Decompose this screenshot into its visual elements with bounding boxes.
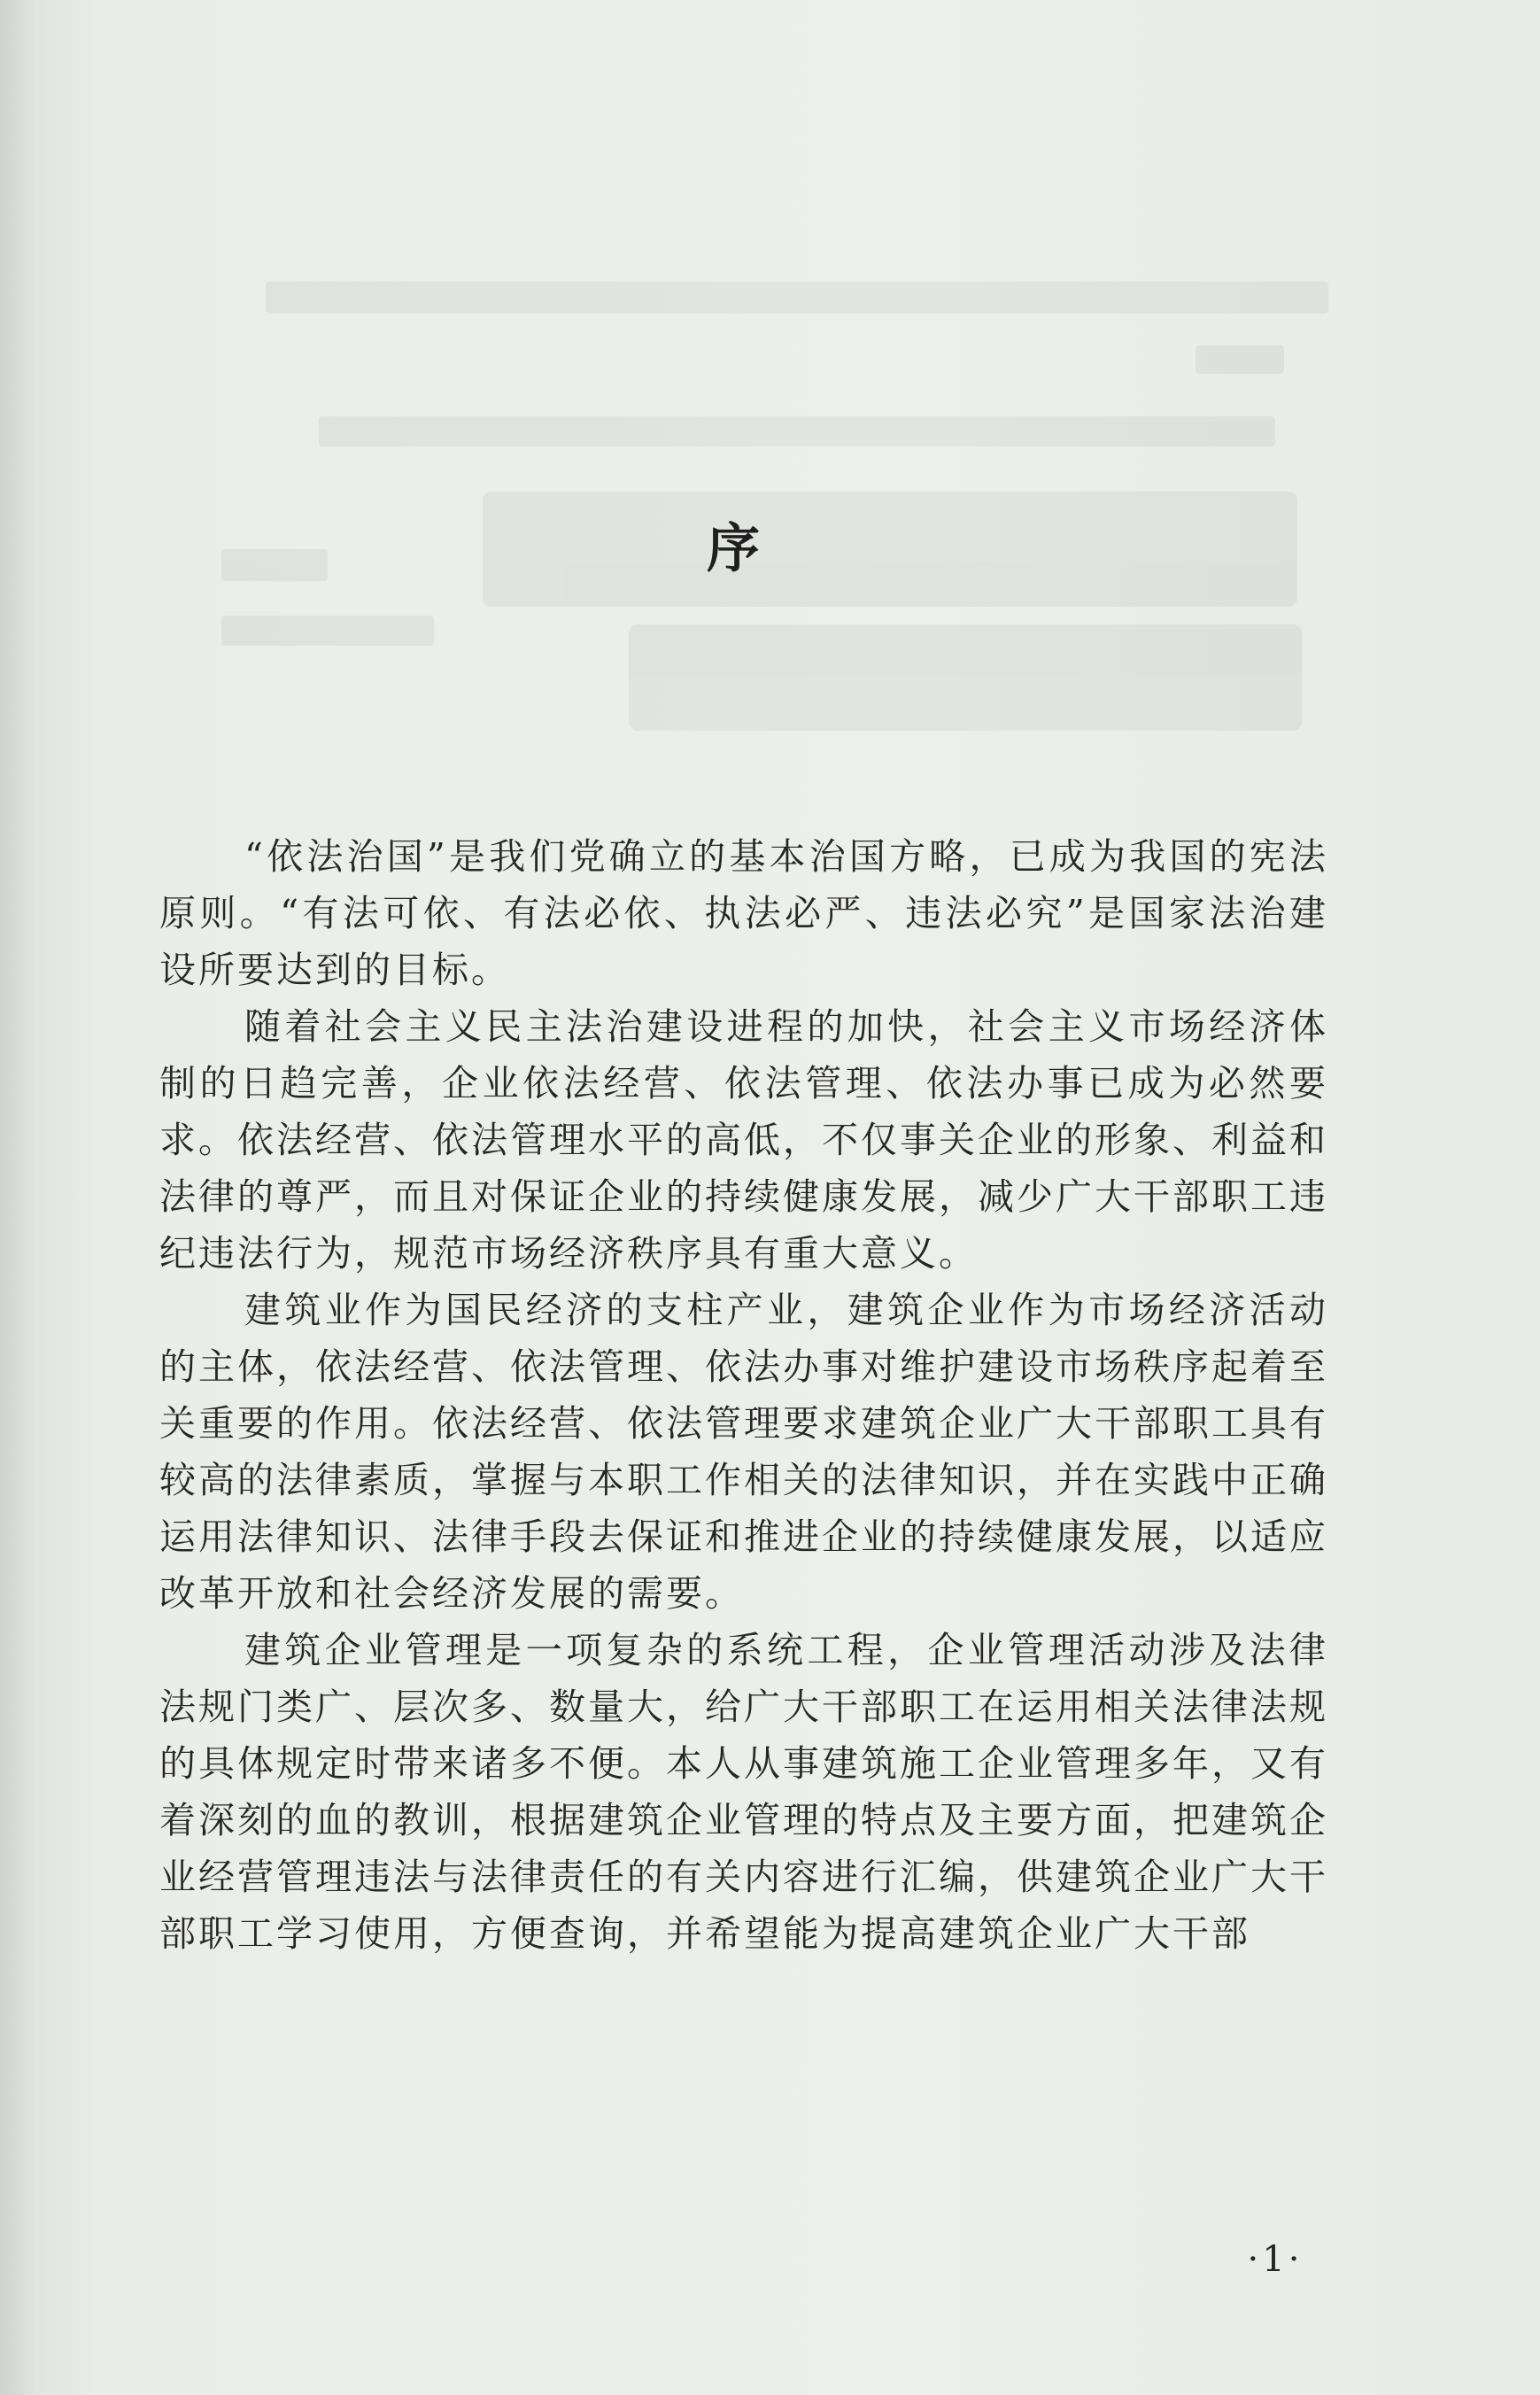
preface-paragraph-2: 随着社会主义民主法治建设进程的加快，社会主义市场经济体制的日趋完善，企业依法经营、依法管理、依法办事已成为必然要求。依法经营、依法管理水平的高低，不仅事关企业的形象、利益和法律的尊严，而且对保证企业的持续健康发展，减少广大干部职工违纪违法行为，规范市场经济秩序具有重大意义。 — [159, 1005, 1328, 1275]
preface-body — [159, 828, 1328, 1962]
preface-title: 序 — [707, 518, 763, 580]
page-number: ·1· — [1247, 2239, 1304, 2280]
preface-paragraph-3: 建筑业作为国民经济的支柱产业，建筑企业作为市场经济活动的主体，依法经营、依法管理、依法办事对维护建设市场秩序起着至关重要的作用。依法经营、依法管理要求建筑企业广大干部职工具有较高的法律素质，掌握与本职工作相关的法律知识，并在实践中正确运用法律知识、法律手段去保证和推进企业的持续健康发展，以适应改革开放和社会经济发展的需要。 — [159, 1289, 1328, 1615]
preface-paragraph-1: “依法治国”是我们党确立的基本治国方略，已成为我国的宪法原则。“有法可依、有法必依、执法必严、违法必究”是国家法治建设所要达到的目标。 — [159, 835, 1328, 991]
reverse-side-bleed-through — [0, 0, 1540, 886]
preface-paragraph-4: 建筑企业管理是一项复杂的系统工程，企业管理活动涉及法律法规门类广、层次多、数量大，给广大干部职工在运用相关法律法规的具体规定时带来诸多不便。本人从事建筑施工企业管理多年，又有着深刻的血的教训，根据建筑企业管理的特点及主要方面，把建筑企业经营管理违法与法律责任的有关内容进行汇编，供建筑企业广大干部职工学习使用，方便查询，并希望能为提高建筑企业广大干部 — [159, 1629, 1328, 1955]
